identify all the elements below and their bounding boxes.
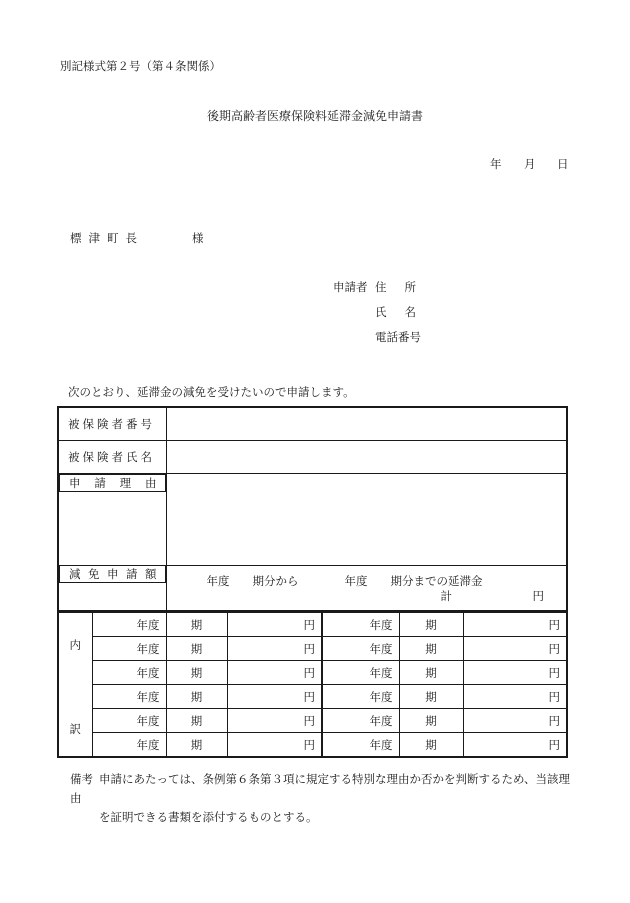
amount-cell[interactable]: 円	[463, 661, 567, 685]
insured-number-field[interactable]	[166, 407, 567, 440]
remarks-lead: 備考	[70, 772, 93, 786]
reason-label-char: 由	[144, 475, 157, 490]
amount-cell[interactable]: 円	[463, 685, 567, 709]
amount-cell[interactable]: 円	[463, 613, 567, 637]
period-cell[interactable]: 期	[399, 661, 463, 685]
breakdown-row	[58, 613, 567, 637]
reason-label	[59, 474, 166, 492]
period-cell[interactable]: 期	[166, 709, 227, 733]
fiscal-year-cell[interactable]: 年度	[92, 637, 166, 661]
breakdown-table	[57, 612, 568, 758]
reduction-label-char: 減	[69, 567, 81, 581]
addressee: 標津町長	[70, 231, 144, 245]
amount-cell[interactable]: 円	[227, 685, 322, 709]
breakdown-row	[58, 685, 567, 709]
reduction-label-char: 額	[145, 567, 157, 581]
reduction-label-char: 免	[88, 567, 100, 581]
insured-name-field[interactable]	[166, 440, 567, 473]
fiscal-year-cell[interactable]: 年度	[322, 709, 399, 733]
period-cell[interactable]: 期	[399, 613, 463, 637]
amount-yen-label: 円	[532, 588, 544, 603]
reason-label-char: 請	[94, 475, 106, 490]
remarks-line-1: 申請にあたっては、条例第６条第３項に規定する特別な理由か否かを判断するため、当該理由	[70, 772, 571, 805]
period-cell[interactable]: 期	[399, 685, 463, 709]
address-label: 住所	[375, 280, 434, 294]
fiscal-year-cell[interactable]: 年度	[322, 685, 399, 709]
date-year-label: 年	[490, 157, 502, 171]
insured-number-label: 被保険者番号	[58, 407, 166, 440]
period-cell[interactable]: 期	[166, 661, 227, 685]
document-title: 後期高齢者医療保険料延滞金減免申請書	[206, 109, 423, 123]
date-month-label: 月	[524, 157, 536, 171]
fiscal-year-cell[interactable]: 年度	[322, 613, 399, 637]
amount-cell[interactable]: 円	[463, 733, 567, 758]
reason-label-char: 申	[69, 475, 81, 490]
period-cell[interactable]: 期	[166, 637, 227, 661]
breakdown-row	[58, 733, 567, 758]
fiscal-year-cell[interactable]: 年度	[92, 685, 166, 709]
fiscal-year-cell[interactable]: 年度	[322, 661, 399, 685]
period-cell[interactable]: 期	[166, 733, 227, 758]
fiscal-year-cell[interactable]: 年度	[92, 661, 166, 685]
amount-cell[interactable]: 円	[227, 613, 322, 637]
breakdown-side-label	[58, 613, 92, 758]
application-table	[57, 406, 568, 612]
reduction-label-char: 申	[107, 567, 119, 581]
intro-text: 次のとおり、延滞金の減免を受けたいので申請します。	[68, 385, 355, 399]
fiscal-year-cell[interactable]: 年度	[92, 733, 166, 758]
amount-period-text: 年度 期分から 年度 期分までの延滞金	[206, 573, 483, 588]
period-cell[interactable]: 期	[399, 637, 463, 661]
breakdown-row	[58, 637, 567, 661]
reason-label-char: 理	[119, 475, 132, 490]
insured-name-label: 被保険者氏名	[58, 440, 166, 473]
form-number-label: 別記様式第２号（第４条関係）	[60, 59, 221, 73]
date-day-label: 日	[557, 157, 569, 171]
reduction-amount-label	[59, 565, 166, 583]
period-cell[interactable]: 期	[399, 733, 463, 758]
period-cell[interactable]: 期	[399, 709, 463, 733]
amount-cell[interactable]: 円	[227, 637, 322, 661]
fiscal-year-cell[interactable]: 年度	[322, 733, 399, 758]
honorific: 様	[192, 231, 204, 245]
name-label: 氏名	[375, 305, 434, 319]
period-cell[interactable]: 期	[166, 613, 227, 637]
amount-cell[interactable]: 円	[227, 661, 322, 685]
amount-cell[interactable]: 円	[227, 709, 322, 733]
amount-total-label: 計	[440, 588, 452, 603]
amount-cell[interactable]: 円	[463, 637, 567, 661]
reason-field[interactable]	[166, 473, 567, 565]
reduction-amount-field[interactable]	[166, 565, 567, 611]
breakdown-side-top: 内	[69, 638, 81, 652]
amount-cell[interactable]: 円	[463, 709, 567, 733]
fiscal-year-cell[interactable]: 年度	[322, 637, 399, 661]
breakdown-row	[58, 661, 567, 685]
remarks	[70, 770, 575, 827]
period-cell[interactable]: 期	[166, 685, 227, 709]
fiscal-year-cell[interactable]: 年度	[92, 613, 166, 637]
applicant-label: 申請者	[333, 280, 368, 294]
remarks-line-2: を証明できる書類を添付するものとする。	[99, 810, 318, 824]
breakdown-side-bottom: 訳	[69, 722, 81, 736]
breakdown-row	[58, 709, 567, 733]
amount-cell[interactable]: 円	[227, 733, 322, 758]
fiscal-year-cell[interactable]: 年度	[92, 709, 166, 733]
phone-label: 電話番号	[375, 330, 421, 344]
reduction-label-char: 請	[126, 567, 138, 581]
